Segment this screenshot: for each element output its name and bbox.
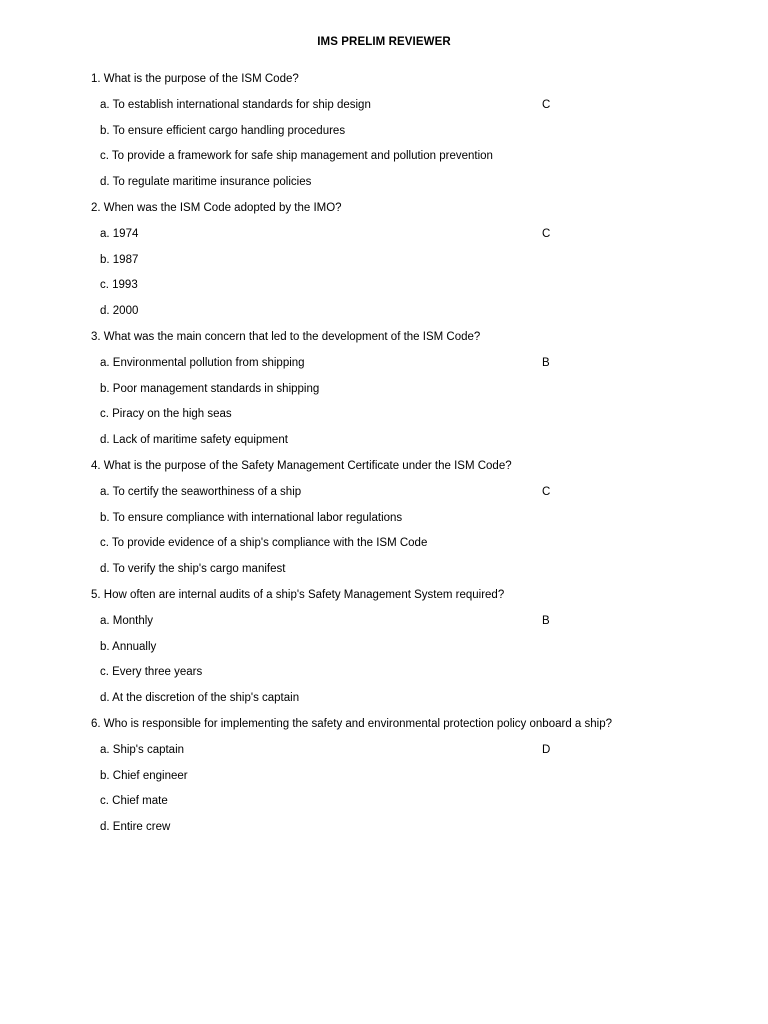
option-c: c. Every three years — [100, 666, 203, 679]
option-a: a. 1974 — [100, 227, 139, 240]
option-d: d. To regulate maritime insurance policies — [100, 176, 312, 189]
answer-key: B — [542, 356, 550, 369]
question-3 — [91, 329, 751, 448]
option-row — [91, 819, 751, 835]
answer-key: C — [542, 485, 551, 498]
option-b: b. 1987 — [100, 253, 139, 266]
question-text: 3. What was the main concern that led to the development of the ISM Code? — [91, 330, 481, 343]
question-6 — [91, 716, 751, 835]
question-2 — [91, 200, 751, 319]
question-4 — [91, 458, 751, 577]
option-row — [91, 303, 751, 319]
option-row — [91, 535, 751, 551]
option-c: c. Chief mate — [100, 795, 168, 808]
option-a: a. To certify the seaworthiness of a ship — [100, 485, 302, 498]
question-text: 2. When was the ISM Code adopted by the IMO? — [91, 201, 342, 214]
option-c: c. To provide evidence of a ship's compliance with the ISM Code — [100, 537, 428, 550]
option-row — [91, 768, 751, 784]
option-b: b. To ensure efficient cargo handling procedures — [100, 124, 346, 137]
option-row — [91, 664, 751, 680]
option-d: d. Entire crew — [100, 821, 171, 834]
option-row — [91, 355, 751, 371]
option-row — [91, 432, 751, 448]
option-row — [91, 742, 751, 758]
question-text: 5. How often are internal audits of a ship's Safety Management System required? — [91, 588, 505, 601]
question-1 — [91, 71, 751, 190]
option-d: d. To verify the ship's cargo manifest — [100, 563, 286, 576]
answer-key: C — [542, 98, 551, 111]
option-row — [91, 406, 751, 422]
option-row — [91, 252, 751, 268]
answer-key: B — [542, 614, 550, 627]
answer-key: C — [542, 227, 551, 240]
option-row — [91, 148, 751, 164]
option-row — [91, 381, 751, 397]
option-d: d. Lack of maritime safety equipment — [100, 434, 288, 447]
option-a: a. Environmental pollution from shipping — [100, 356, 305, 369]
option-d: d. 2000 — [100, 305, 139, 318]
question-5 — [91, 587, 751, 706]
option-b: b. To ensure compliance with international labor regulations — [100, 511, 403, 524]
option-a: a. Ship's captain — [100, 743, 185, 756]
option-b: b. Annually — [100, 640, 157, 653]
question-list — [91, 71, 751, 845]
option-a: a. To establish international standards for ship design — [100, 98, 371, 111]
question-text: 4. What is the purpose of the Safety Management Certificate under the ISM Code? — [91, 459, 512, 472]
option-row — [91, 613, 751, 629]
option-row — [91, 277, 751, 293]
option-b: b. Chief engineer — [100, 769, 188, 782]
option-row — [91, 226, 751, 242]
option-row — [91, 97, 751, 113]
option-a: a. Monthly — [100, 614, 154, 627]
option-row — [91, 639, 751, 655]
option-b: b. Poor management standards in shipping — [100, 382, 320, 395]
option-row — [91, 123, 751, 139]
option-row — [91, 174, 751, 190]
option-c: c. 1993 — [100, 279, 138, 292]
option-row — [91, 484, 751, 500]
answer-key: D — [542, 743, 551, 756]
document-title: IMS PRELIM REVIEWER — [317, 36, 451, 48]
option-d: d. At the discretion of the ship's captain — [100, 692, 300, 705]
option-row — [91, 561, 751, 577]
option-row — [91, 793, 751, 809]
question-text: 6. Who is responsible for implementing the safety and environmental protection policy onboard a ship? — [91, 717, 612, 730]
option-row — [91, 690, 751, 706]
option-row — [91, 510, 751, 526]
option-c: c. To provide a framework for safe ship management and pollution prevention — [100, 150, 493, 163]
option-c: c. Piracy on the high seas — [100, 408, 232, 421]
question-text: 1. What is the purpose of the ISM Code? — [91, 73, 299, 85]
